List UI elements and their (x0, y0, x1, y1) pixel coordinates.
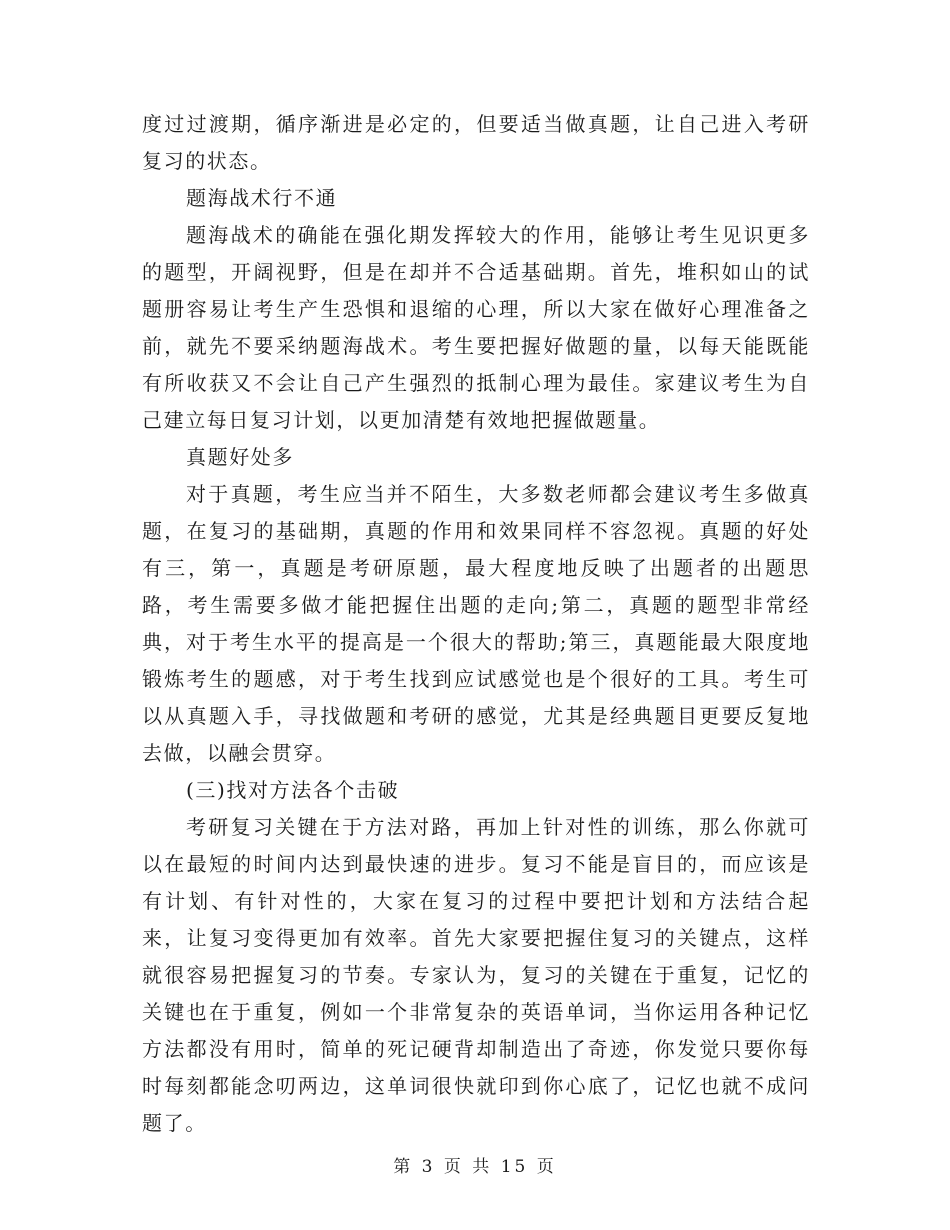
section-heading: 真题好处多 (186, 445, 294, 469)
paragraph: 题海战术的确能在强化期发挥较大的作用，能够让考生见识更多的题型，开阔视野，但是在却并不合适基础期。首先，堆积如山的试题册容易让考生产生恐惧和退缩的心理，所以大家在做好心理准备之前，就先不要采纳题海战术。考生要把握好做题的量，以每天能既能有所收获又不会让自己产生强烈的抵制心理为最佳。家建议考生为自己建立每日复习计划，以更加清楚有效地把握做题量。 (142, 223, 810, 432)
section-heading: 题海战术行不通 (186, 186, 338, 210)
document-body (142, 106, 810, 1142)
paragraph: 对于真题，考生应当并不陌生，大多数老师都会建议考生多做真题，在复习的基础期，真题的作用和效果同样不容忽视。真题的好处有三，第一，真题是考研原题，最大程度地反映了出题者的出题思路，考生需要多做才能把握住出题的走向;第二，真题的题型非常经典，对于考生水平的提高是一个很大的帮助;第三，真题能最大限度地锻炼考生的题感，对于考生找到应试感觉也是个很好的工具。考生可以从真题入手，寻找做题和考研的感觉，尤其是经典题目更要反复地去做，以融会贯穿。 (142, 482, 810, 765)
section-heading: (三)找对方法各个击破 (186, 778, 400, 802)
paragraph: 考研复习关键在于方法对路，再加上针对性的训练，那么你就可以在最短的时间内达到最快速的进步。复习不能是盲目的，而应该是有计划、有针对性的，大家在复习的过程中要把计划和方法结合起来，让复习变得更加有效率。首先大家要把握住复习的关键点，这样就很容易把握复习的节奏。专家认为，复习的关键在于重复，记忆的关键也在于重复，例如一个非常复杂的英语单词，当你运用各种记忆方法都没有用时，简单的死记硬背却制造出了奇迹，你发觉只要你每时每刻都能念叨两边，这单词很快就印到你心底了，记忆也就不成问题了。 (142, 815, 810, 1135)
paragraph: 度过过渡期，循序渐进是必定的，但要适当做真题，让自己进入考研复习的状态。 (142, 112, 810, 173)
page-number-footer: 第 3 页 共 15 页 (393, 1157, 557, 1177)
